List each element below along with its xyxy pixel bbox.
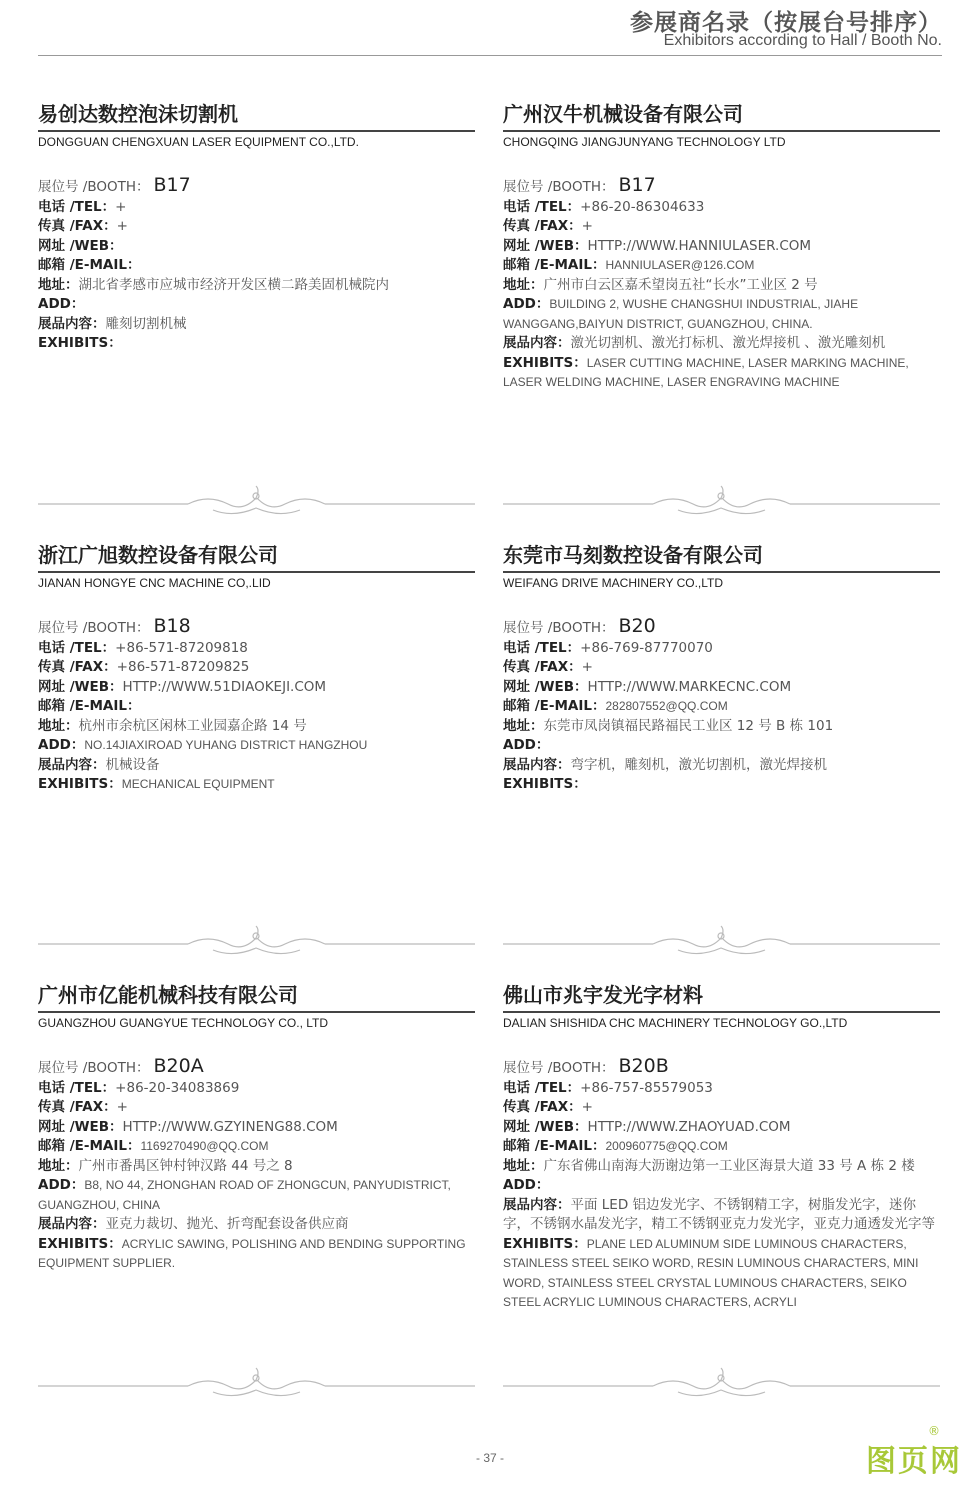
company-name-cn: 广州市亿能机械科技有限公司 (38, 983, 298, 1007)
exhibits-en-label: EXHIBITS： (503, 1235, 587, 1252)
tel-label: 电话 /TEL： (38, 198, 116, 215)
company-name-en: DALIAN SHISHIDA CHC MACHINERY TECHNOLOGY GO.,LTD (503, 1011, 940, 1032)
address-cn-value: 东莞市凤岗镇福民路福民工业区 12 号 B 栋 101 (543, 717, 834, 734)
tel-label: 电话 /TEL： (38, 1079, 116, 1096)
fax-row (503, 658, 940, 678)
company-name-cn: 易创达数控泡沫切割机 (38, 102, 238, 126)
email-link[interactable]: 1169270490@QQ.COM (140, 1139, 269, 1153)
fax-label: 传真 /FAX： (38, 218, 117, 234)
exhibits-cn-row (38, 756, 475, 776)
address-en-value: B8, NO 44, ZHONGHAN ROAD OF ZHONGCUN, PANYUDISTRICT, GUANGZHOU, CHINA (38, 1178, 451, 1212)
address-en-value: NO.14JIAXIROAD YUHANG DISTRICT HANGZHOU (84, 738, 368, 752)
fax-value: + (581, 1099, 593, 1115)
tel-label: 电话 /TEL： (503, 1079, 581, 1096)
web-row (38, 1118, 475, 1138)
booth-row (503, 1057, 940, 1079)
exhibitor-card (503, 100, 940, 393)
email-label: 邮箱 /E-MAIL： (38, 257, 141, 273)
booth-label: 展位号 /BOOTH： (503, 620, 615, 636)
fax-value: + (581, 218, 593, 234)
web-link[interactable]: HTTP://WWW.MARKECNC.COM (587, 678, 792, 695)
fax-label: 传真 /FAX： (38, 1099, 117, 1115)
fax-row (38, 217, 475, 237)
web-label: 网址 /WEB： (38, 678, 123, 695)
web-label: 网址 /WEB： (38, 237, 123, 254)
tel-value: +86-769-87770070 (580, 639, 713, 656)
exhibits-cn-row (38, 315, 475, 335)
address-en-row (503, 1176, 940, 1196)
ornament-divider (503, 924, 940, 964)
exhibits-cn-value: 雕刻切割机械 (105, 315, 187, 332)
company-name-en: CHONGQING JIANGJUNYANG TECHNOLOGY LTD (503, 130, 940, 151)
web-row (503, 1118, 940, 1138)
company-name-cn: 广州汉牛机械设备有限公司 (503, 102, 743, 126)
fax-label: 传真 /FAX： (503, 659, 582, 675)
email-row (38, 697, 475, 717)
exhibits-en-label: EXHIBITS： (503, 776, 587, 792)
booth-number: B18 (153, 615, 191, 637)
exhibits-cn-value: 亚克力裁切、抛光、折弯配套设备供应商 (105, 1216, 349, 1232)
exhibits-cn-row (38, 1215, 475, 1235)
exhibits-en-label: EXHIBITS： (38, 776, 122, 792)
tel-value: +86-757-85579053 (580, 1079, 713, 1096)
company-name-cn: 浙江广旭数控设备有限公司 (38, 543, 278, 567)
tel-value: +86-20-34083869 (115, 1079, 240, 1096)
exhibits-en-row (503, 354, 940, 393)
exhibits-en-row (503, 1235, 940, 1313)
web-label: 网址 /WEB： (503, 237, 588, 254)
email-label: 邮箱 /E-MAIL： (38, 1138, 141, 1154)
tel-value: +86-20-86304633 (580, 198, 705, 215)
page-title: 参展商名录（按展台号排序） (630, 10, 942, 36)
fax-value: + (581, 659, 593, 675)
exhibits-cn-row (503, 756, 940, 776)
web-row (503, 237, 940, 257)
ornament-divider (503, 484, 940, 524)
exhibits-cn-row (503, 1196, 940, 1235)
fax-row (38, 1098, 475, 1118)
booth-number: B20A (153, 1055, 204, 1077)
company-name-en: JIANAN HONGYE CNC MACHINE CO,.LID (38, 571, 475, 592)
exhibits-en-value: PLANE LED ALUMINUM SIDE LUMINOUS CHARACTERS, STAINLESS STEEL SEIKO WORD, RESIN LUMINOUS CHARACTERS, MINI WORD, STAINLESS STEEL CRYSTAL LUMINOUS CHARACTERS, SEIKO STEEL ACRYLIC LUMINOUS CHARACTERS, ACRYLI (503, 1236, 919, 1309)
exhibitor-card (38, 541, 475, 795)
exhibitor-card (38, 100, 475, 354)
exhibits-cn-value: 平面 LED 铝边发光字、不锈钢精工字，树脂发光字，迷你字，不锈钢水晶发光字，精工不锈钢亚克力发光字，亚克力通透发光字等 (503, 1196, 935, 1232)
page-number: - 37 - (475, 1451, 504, 1465)
address-en-label: ADD： (503, 737, 550, 753)
fax-row (503, 217, 940, 237)
email-label: 邮箱 /E-MAIL： (503, 1138, 606, 1154)
web-link[interactable]: HTTP://WWW.HANNIULASER.COM (587, 237, 812, 254)
booth-row (503, 176, 940, 198)
company-name-en: GUANGZHOU GUANGYUE TECHNOLOGY CO., LTD (38, 1011, 475, 1032)
exhibits-en-value: MECHANICAL EQUIPMENT (121, 777, 275, 791)
email-row (38, 1137, 475, 1157)
address-en-label: ADD： (38, 296, 85, 312)
exhibits-en-row (38, 775, 475, 795)
fax-row (503, 1098, 940, 1118)
watermark-logo: 图页网 (866, 1444, 962, 1479)
address-cn-row (503, 1157, 940, 1177)
address-en-value: BUILDING 2, WUSHE CHANGSHUI INDUSTRIAL, JIAHE WANGGANG,BAIYUN DISTRICT, GUANGZHOU, CHINA. (503, 297, 859, 331)
exhibits-en-label: EXHIBITS： (503, 354, 587, 371)
ornament-divider (38, 484, 475, 524)
header-divider (38, 55, 942, 56)
tel-value: + (115, 198, 127, 215)
address-cn-row (38, 717, 475, 737)
exhibits-cn-label: 展品内容： (503, 1196, 571, 1213)
booth-number: B20 (618, 615, 656, 637)
exhibits-cn-value: 弯字机，雕刻机，激光切割机，激光焊接机 (570, 756, 827, 773)
email-label: 邮箱 /E-MAIL： (503, 257, 606, 273)
tel-row (38, 1079, 475, 1099)
fax-value: +86-571-87209825 (116, 659, 250, 675)
address-cn-row (503, 717, 940, 737)
booth-number: B17 (618, 174, 656, 196)
address-en-row (38, 295, 475, 315)
exhibitor-card (503, 541, 940, 795)
exhibits-cn-value: 机械设备 (105, 756, 160, 773)
booth-label: 展位号 /BOOTH： (38, 620, 150, 636)
exhibits-cn-label: 展品内容： (38, 315, 106, 332)
web-row (503, 678, 940, 698)
address-en-row (503, 736, 940, 756)
exhibits-en-row (38, 1235, 475, 1274)
email-row (503, 697, 940, 717)
exhibits-cn-label: 展品内容： (503, 335, 571, 351)
ornament-divider (38, 1366, 475, 1406)
address-cn-value: 广州市番禺区钟村钟汉路 44 号之 8 (78, 1157, 293, 1174)
tel-row (503, 198, 940, 218)
email-label: 邮箱 /E-MAIL： (38, 698, 141, 714)
web-link[interactable]: HTTP://WWW.51DIAOKEJI.COM (122, 678, 327, 695)
email-link[interactable]: 200960775@QQ.COM (605, 1139, 728, 1153)
booth-label: 展位号 /BOOTH： (38, 1060, 150, 1076)
address-cn-label: 地址： (503, 717, 544, 734)
exhibits-cn-label: 展品内容： (38, 756, 106, 773)
web-row (38, 237, 475, 257)
tel-row (38, 639, 475, 659)
address-cn-label: 地址： (503, 276, 544, 293)
exhibits-en-label: EXHIBITS： (38, 1235, 122, 1252)
exhibits-en-value: ACRYLIC SAWING, POLISHING AND BENDING SUPPORTING EQUIPMENT SUPPLIER. (38, 1236, 466, 1270)
email-row (503, 256, 940, 276)
company-name-cn: 佛山市兆宇发光字材料 (503, 983, 703, 1007)
booth-label: 展位号 /BOOTH： (38, 179, 150, 195)
booth-label: 展位号 /BOOTH： (503, 179, 615, 195)
web-link[interactable]: HTTP://WWW.GZYINENG88.COM (122, 1118, 338, 1135)
fax-label: 传真 /FAX： (503, 1099, 582, 1115)
address-cn-label: 地址： (503, 1157, 544, 1174)
address-cn-row (503, 276, 940, 296)
address-en-row (503, 295, 940, 334)
fax-value: + (116, 1099, 128, 1115)
tel-row (38, 198, 475, 218)
address-en-row (38, 736, 475, 756)
address-cn-label: 地址： (38, 276, 79, 293)
booth-number: B17 (153, 174, 191, 196)
address-en-label: ADD： (503, 296, 550, 312)
page-subtitle: Exhibitors according to Hall / Booth No. (663, 32, 942, 49)
address-en-label: ADD： (503, 1177, 550, 1193)
booth-number: B20B (618, 1055, 669, 1077)
exhibits-cn-row (503, 334, 940, 354)
booth-row (503, 617, 940, 639)
address-cn-label: 地址： (38, 717, 79, 734)
tel-label: 电话 /TEL： (503, 198, 581, 215)
exhibits-en-value: LASER CUTTING MACHINE, LASER MARKING MACHINE, LASER WELDING MACHINE, LASER ENGRAVING MACHINE (503, 355, 909, 389)
exhibitor-card (503, 981, 940, 1313)
fax-row (38, 658, 475, 678)
tel-label: 电话 /TEL： (503, 639, 581, 656)
address-en-label: ADD： (38, 737, 85, 753)
address-cn-value: 广州市白云区嘉禾望岗五社“长水”工业区 2 号 (543, 276, 818, 293)
tel-row (503, 639, 940, 659)
fax-value: + (116, 218, 128, 234)
address-en-label: ADD： (38, 1177, 85, 1193)
exhibitor-card (38, 981, 475, 1274)
booth-label: 展位号 /BOOTH： (503, 1060, 615, 1076)
ornament-divider (503, 1366, 940, 1406)
booth-row (38, 1057, 475, 1079)
exhibits-en-label: EXHIBITS： (38, 335, 122, 351)
exhibits-en-row (503, 775, 940, 795)
web-link[interactable]: HTTP://WWW.ZHAOYUAD.COM (587, 1118, 791, 1135)
address-cn-value: 广东省佛山南海大沥谢边第一工业区海景大道 33 号 A 栋 2 楼 (543, 1157, 915, 1174)
address-cn-value: 湖北省孝感市应城市经济开发区横二路美固机械院内 (78, 276, 389, 293)
booth-row (38, 617, 475, 639)
ornament-divider (38, 924, 475, 964)
email-link[interactable]: 282807552@QQ.COM (605, 699, 728, 713)
tel-row (503, 1079, 940, 1099)
web-label: 网址 /WEB： (38, 1118, 123, 1135)
booth-row (38, 176, 475, 198)
web-row (38, 678, 475, 698)
company-name-cn: 东莞市马刻数控设备有限公司 (503, 543, 763, 567)
registered-mark: ® (928, 1424, 940, 1438)
address-cn-row (38, 276, 475, 296)
address-en-row (38, 1176, 475, 1215)
email-label: 邮箱 /E-MAIL： (503, 698, 606, 714)
address-cn-value: 杭州市余杭区闲林工业园嘉企路 14 号 (78, 717, 307, 734)
fax-label: 传真 /FAX： (503, 218, 582, 234)
exhibits-en-row (38, 334, 475, 354)
email-row (503, 1137, 940, 1157)
tel-value: +86-571-87209818 (115, 639, 248, 656)
exhibits-cn-value: 激光切割机、激光打标机、激光焊接机 、激光雕刻机 (570, 335, 886, 351)
web-label: 网址 /WEB： (503, 678, 588, 695)
tel-label: 电话 /TEL： (38, 639, 116, 656)
address-cn-row (38, 1157, 475, 1177)
exhibits-cn-label: 展品内容： (38, 1216, 106, 1232)
address-cn-label: 地址： (38, 1157, 79, 1174)
exhibits-cn-label: 展品内容： (503, 756, 571, 773)
web-label: 网址 /WEB： (503, 1118, 588, 1135)
fax-label: 传真 /FAX： (38, 659, 117, 675)
company-name-en: DONGGUAN CHENGXUAN LASER EQUIPMENT CO.,LTD. (38, 130, 475, 151)
email-link[interactable]: HANNIULASER@126.COM (605, 258, 755, 272)
company-name-en: WEIFANG DRIVE MACHINERY CO.,LTD (503, 571, 940, 592)
email-row (38, 256, 475, 276)
